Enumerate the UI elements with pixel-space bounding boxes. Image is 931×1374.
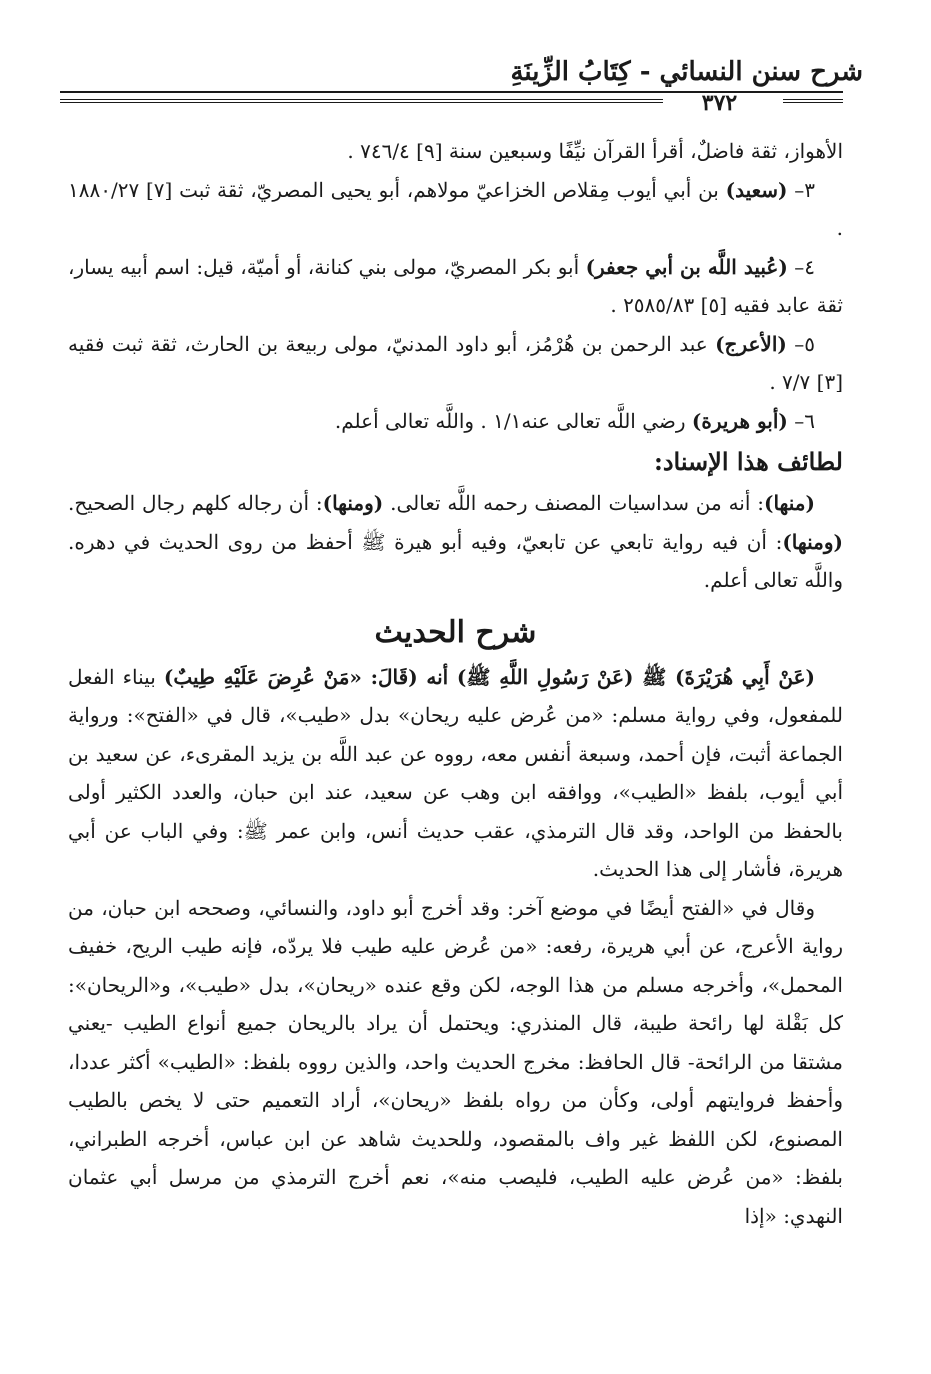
page-body [68, 132, 843, 1235]
sharh-heading: شرح الحديث [374, 614, 537, 650]
lataif-text-3: : أن فيه رواية تابعي عن تابعيّ، وفيه أبو هيرة ﷺ أحفظ من روى الحديث في دهره. واللَّه تعالى أعلم. [68, 529, 843, 592]
narrator-3-number: ٣– [794, 177, 815, 202]
narrator-5-number: ٥– [794, 331, 815, 356]
narrator-4 [68, 248, 843, 325]
spacer [68, 600, 843, 608]
narrator-4-name: (عُبيد اللَّه بن أبي جعفر) [585, 254, 788, 279]
header-double-rule-right [783, 99, 843, 103]
hadith-text: (عَنْ أَبِي هُرَيْرَةَ) ﷺ (عَنْ رَسُولِ اللَّهِ ﷺ) أنه (قَالَ: «مَنْ عُرِضَ عَلَيْهِ طِيبٌ) [163, 664, 815, 689]
narrator-2-continued: الأهواز، ثقة فاضلٌ، أقرأ القرآن نيِّفًا وسبعين سنة [٩] ٧٤٦/٤ . [347, 139, 843, 163]
narrator-3-name: (سعيد) [725, 177, 788, 202]
lataif-marker-2: (ومنها) [322, 491, 384, 515]
narrator-4-number: ٤– [794, 254, 815, 279]
narrator-6-name: (أبو هريرة) [691, 408, 788, 433]
narrator-5-name: (الأعرج) [715, 331, 787, 356]
lataif-paragraph [68, 484, 843, 600]
sharh-paragraph-1-text: بيناء الفعل للمفعول، وفي رواية مسلم: «من عُرض عليه ريحان» بدل «طيب»، قال في «الفتح»: ورواية الجماعة أثبت، فإن أحمد، وسبعة أنفس معه، رووه عن عبد اللَّه بن يزيد المقرىء، عن سعيد بن أبي أيوب، بلفظ «الطيب»، ووافقه ابن وهب عن سعيد، عند ابن حبان، والعدد الكثير أولى بالحفظ من الواحد، وقد قال الترمذي، عقب حديث أنس، وابن عمر ﷺ: وفي الباب عن أبي هريرة، فأشار إلى هذا الحديث. [68, 664, 843, 881]
narrator-5 [68, 325, 843, 402]
narrator-4-text: أبو بكر المصريّ، مولى بني كنانة، أو أميّة، قيل: اسم أبيه يسار، ثقة عابد فقيه [٥] ٢٥٨٥/٨٣ . [68, 254, 843, 317]
lataif-text-1: : أنه من سداسيات المصنف رحمه اللَّه تعالى. [383, 491, 764, 515]
sharh-paragraph-2: وقال في «الفتح أيضًا في موضع آخر: وقد أخرج أبو داود، والنسائي، وصححه ابن حبان، من رواية الأعرج، عن أبي هريرة، رفعه: «من عُرض عليه طيب فلا يردّه، فإنه طيب الريح، خفيف المحمل»، وأخرجه مسلم من هذا الوجه، لكن وقع عنده «ريحان»، بدل «طيب»، و«الريحان»: كل بَقْلة لها رائحة طيبة، قال المنذري: ويحتمل أن يراد بالريحان جميع أنواع الطيب -يعني مشتقا من الرائحة- قال الحافظ: مخرج الحديث واحد، والذين رووه بلفظ: «الطيب» أكثر عددا، وأحفظ فروايتهم أولى، وكأن من رواه بلفظ «ريحان»، أراد التعميم حتى لا يخص بالطيب المصنوع، لكن اللفظ غير واف بالمقصود، وللحديث شاهد عن ابن عباس، أخرجه الطبراني، بلفظ: «من عُرض عليه الطيب، فليصب منه»، نعم أخرج الترمذي من مرسل أبي عثمان النهدي: «إذا [68, 895, 843, 1228]
narrator-6 [68, 402, 843, 441]
lataif-text-2: : أن رجاله كلهم رجال الصحيح. [68, 491, 323, 515]
narrator-6-number: ٦– [794, 408, 815, 433]
page-number: ٣٧٢ [701, 90, 738, 116]
lataif-heading: لطائف هذا الإسناد: [653, 447, 843, 476]
narrator-3 [68, 171, 843, 248]
lataif-marker-1: (منها) [764, 491, 815, 515]
narrator-5-text: عبد الرحمن بن هُرْمُز، أبو داود المدنيّ، مولى ربيعة بن الحارث، ثقة ثبت فقيه [٣] ٧/٧ . [68, 331, 843, 394]
header-double-rule-left [60, 99, 663, 103]
sharh-paragraph-1 [68, 658, 843, 889]
narrator-6-text: رضي اللَّه تعالى عنه١/١ . واللَّه تعالى أعلم. [334, 408, 692, 433]
narrator-3-text: بن أبي أيوب مِقلاص الخزاعيّ مولاهم، أبو يحيى المصريّ، ثقة ثبت [٧] ١٨٨٠/٢٧ . [68, 177, 843, 240]
running-header-title: شرح سنن النسائي - كِتَابُ الزِّينَةِ [510, 57, 863, 87]
lataif-marker-3: (ومنها) [782, 529, 843, 554]
